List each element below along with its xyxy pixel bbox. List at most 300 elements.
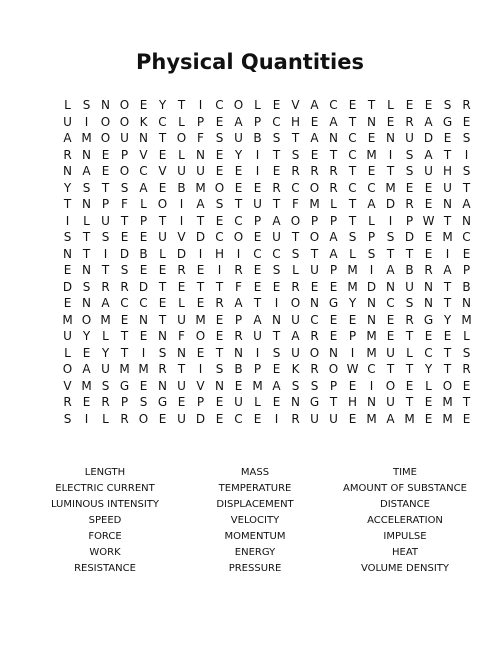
grid-letter[interactable]: R	[234, 263, 243, 277]
grid-letter[interactable]: E	[158, 180, 167, 195]
grid-letter[interactable]: A	[272, 213, 281, 228]
grid-letter[interactable]: N	[462, 296, 471, 310]
grid-letter[interactable]: S	[215, 362, 224, 376]
grid-letter[interactable]: T	[272, 197, 281, 211]
grid-letter[interactable]: T	[272, 329, 281, 343]
grid-letter[interactable]: E	[215, 213, 224, 228]
grid-letter[interactable]: A	[329, 114, 338, 129]
grid-letter[interactable]: Y	[82, 329, 91, 343]
grid-letter[interactable]: R	[177, 263, 186, 277]
grid-letter[interactable]: O	[233, 230, 244, 244]
grid-letter[interactable]: I	[274, 411, 279, 426]
grid-letter[interactable]: P	[253, 362, 262, 376]
grid-letter[interactable]: S	[310, 378, 319, 393]
grid-letter[interactable]: C	[348, 180, 357, 195]
grid-letter[interactable]: E	[424, 230, 433, 244]
grid-letter[interactable]: N	[329, 345, 338, 360]
grid-letter[interactable]: H	[290, 114, 301, 129]
grid-letter[interactable]: C	[462, 230, 471, 244]
grid-letter[interactable]: M	[81, 131, 92, 145]
grid-letter[interactable]: I	[255, 147, 260, 162]
grid-letter[interactable]: M	[404, 411, 415, 426]
grid-letter[interactable]: E	[177, 395, 186, 409]
grid-letter[interactable]: R	[291, 411, 300, 426]
grid-letter[interactable]: I	[198, 362, 203, 376]
grid-letter[interactable]: B	[462, 279, 471, 294]
grid-letter[interactable]: M	[442, 411, 453, 426]
grid-letter[interactable]: E	[215, 329, 224, 343]
grid-letter[interactable]: T	[234, 197, 243, 211]
grid-letter[interactable]: E	[424, 411, 433, 426]
grid-letter[interactable]: U	[177, 164, 186, 178]
grid-letter[interactable]: O	[119, 114, 130, 129]
grid-letter[interactable]: L	[463, 329, 470, 343]
grid-letter[interactable]: S	[291, 378, 300, 393]
grid-letter[interactable]: R	[329, 180, 338, 195]
grid-letter[interactable]: P	[253, 114, 262, 129]
grid-letter[interactable]: E	[196, 263, 205, 277]
grid-letter[interactable]: E	[139, 230, 148, 244]
grid-letter[interactable]: I	[388, 213, 393, 228]
grid-letter[interactable]: E	[158, 147, 167, 162]
grid-letter[interactable]: A	[101, 296, 110, 310]
grid-letter[interactable]: L	[64, 98, 71, 112]
grid-letter[interactable]: E	[63, 296, 72, 310]
grid-letter[interactable]: U	[310, 263, 319, 277]
grid-letter[interactable]: A	[443, 263, 452, 277]
grid-letter[interactable]: L	[349, 246, 356, 261]
grid-letter[interactable]: H	[442, 164, 453, 178]
grid-letter[interactable]: C	[386, 296, 395, 310]
grid-letter[interactable]: N	[462, 213, 471, 228]
grid-letter[interactable]: L	[159, 246, 166, 261]
grid-letter[interactable]: U	[177, 411, 186, 426]
grid-letter[interactable]: U	[443, 180, 452, 195]
grid-letter[interactable]: S	[82, 279, 91, 294]
grid-letter[interactable]: E	[158, 296, 167, 310]
grid-letter[interactable]: T	[120, 345, 129, 360]
grid-letter[interactable]: C	[234, 213, 243, 228]
grid-letter[interactable]: E	[310, 147, 319, 162]
grid-letter[interactable]: R	[120, 279, 129, 294]
grid-letter[interactable]: U	[291, 312, 300, 327]
grid-letter[interactable]: L	[64, 345, 71, 360]
grid-letter[interactable]: C	[139, 164, 148, 178]
grid-letter[interactable]: L	[102, 329, 109, 343]
grid-letter[interactable]: I	[179, 197, 184, 211]
grid-letter[interactable]: B	[139, 246, 148, 261]
grid-letter[interactable]: E	[253, 411, 262, 426]
grid-letter[interactable]: V	[63, 378, 72, 393]
grid-letter[interactable]: S	[348, 230, 357, 244]
grid-letter[interactable]: C	[215, 230, 224, 244]
grid-letter[interactable]: E	[139, 329, 148, 343]
grid-letter[interactable]: R	[272, 180, 281, 195]
grid-letter[interactable]: E	[101, 164, 110, 178]
grid-letter[interactable]: L	[254, 98, 261, 112]
grid-letter[interactable]: C	[234, 411, 243, 426]
grid-letter[interactable]: C	[348, 147, 357, 162]
grid-letter[interactable]: E	[424, 180, 433, 195]
grid-letter[interactable]: T	[291, 230, 300, 244]
grid-letter[interactable]: E	[253, 180, 262, 195]
grid-letter[interactable]: T	[158, 131, 167, 145]
grid-letter[interactable]: D	[423, 131, 434, 145]
grid-letter[interactable]: R	[291, 279, 300, 294]
grid-letter[interactable]: U	[424, 164, 433, 178]
grid-letter[interactable]: E	[139, 378, 148, 393]
grid-letter[interactable]: O	[385, 378, 396, 393]
grid-letter[interactable]: N	[158, 329, 167, 343]
grid-letter[interactable]: T	[63, 197, 72, 211]
grid-letter[interactable]: U	[253, 197, 262, 211]
grid-letter[interactable]: E	[443, 131, 452, 145]
grid-letter[interactable]: E	[253, 230, 262, 244]
grid-letter[interactable]: V	[139, 147, 148, 162]
grid-letter[interactable]: M	[347, 263, 358, 277]
grid-letter[interactable]: S	[272, 131, 281, 145]
grid-letter[interactable]: N	[329, 131, 338, 145]
grid-letter[interactable]: S	[272, 345, 281, 360]
grid-letter[interactable]: E	[272, 279, 281, 294]
grid-letter[interactable]: P	[405, 213, 414, 228]
grid-letter[interactable]: O	[119, 98, 130, 112]
grid-letter[interactable]: A	[272, 378, 281, 393]
grid-letter[interactable]: T	[291, 131, 300, 145]
grid-letter[interactable]: K	[291, 362, 300, 376]
grid-letter[interactable]: E	[253, 263, 262, 277]
grid-letter[interactable]: C	[291, 180, 300, 195]
grid-letter[interactable]: M	[347, 279, 358, 294]
grid-letter[interactable]: P	[367, 230, 376, 244]
grid-letter[interactable]: I	[198, 246, 203, 261]
grid-letter[interactable]: N	[63, 246, 72, 261]
grid-letter[interactable]: T	[177, 98, 186, 112]
grid-letter[interactable]: U	[177, 312, 186, 327]
grid-letter[interactable]: R	[215, 296, 224, 310]
grid-letter[interactable]: T	[462, 395, 471, 409]
grid-letter[interactable]: U	[386, 395, 395, 409]
grid-letter[interactable]: R	[405, 114, 414, 129]
grid-letter[interactable]: A	[367, 197, 376, 211]
grid-letter[interactable]: N	[386, 131, 395, 145]
grid-letter[interactable]: U	[101, 362, 110, 376]
grid-letter[interactable]: T	[443, 345, 452, 360]
grid-letter[interactable]: N	[272, 312, 281, 327]
grid-letter[interactable]: E	[272, 98, 281, 112]
grid-letter[interactable]: N	[291, 395, 300, 409]
grid-letter[interactable]: A	[329, 230, 338, 244]
grid-letter[interactable]: W	[346, 362, 359, 376]
grid-letter[interactable]: C	[158, 114, 167, 129]
grid-letter[interactable]: E	[139, 98, 148, 112]
grid-letter[interactable]: S	[462, 131, 471, 145]
grid-letter[interactable]: E	[234, 378, 243, 393]
grid-letter[interactable]: O	[290, 296, 301, 310]
grid-letter[interactable]: I	[84, 114, 89, 129]
grid-letter[interactable]: L	[406, 345, 413, 360]
grid-letter[interactable]: T	[253, 296, 262, 310]
grid-letter[interactable]: E	[329, 329, 338, 343]
grid-letter[interactable]: E	[101, 147, 110, 162]
grid-letter[interactable]: E	[272, 395, 281, 409]
grid-letter[interactable]: E	[215, 411, 224, 426]
grid-letter[interactable]: N	[63, 164, 72, 178]
grid-letter[interactable]: E	[139, 263, 148, 277]
grid-letter[interactable]: T	[405, 329, 414, 343]
grid-letter[interactable]: O	[290, 213, 301, 228]
grid-letter[interactable]: O	[157, 197, 168, 211]
grid-letter[interactable]: I	[255, 345, 260, 360]
grid-letter[interactable]: C	[424, 345, 433, 360]
grid-letter[interactable]: O	[100, 114, 111, 129]
grid-letter[interactable]: O	[138, 411, 149, 426]
grid-letter[interactable]: N	[234, 345, 243, 360]
grid-letter[interactable]: L	[140, 197, 147, 211]
grid-letter[interactable]: T	[82, 246, 91, 261]
grid-letter[interactable]: T	[443, 213, 452, 228]
grid-letter[interactable]: E	[405, 98, 414, 112]
grid-letter[interactable]: U	[272, 230, 281, 244]
grid-letter[interactable]: E	[462, 411, 471, 426]
grid-letter[interactable]: A	[386, 263, 395, 277]
grid-letter[interactable]: C	[253, 246, 262, 261]
grid-letter[interactable]: Y	[348, 296, 357, 310]
grid-letter[interactable]: E	[63, 263, 72, 277]
grid-letter[interactable]: R	[120, 411, 129, 426]
grid-letter[interactable]: O	[309, 230, 320, 244]
grid-letter[interactable]: L	[178, 114, 185, 129]
grid-letter[interactable]: T	[405, 362, 414, 376]
grid-letter[interactable]: G	[328, 296, 339, 310]
grid-letter[interactable]: E	[367, 164, 376, 178]
grid-letter[interactable]: T	[177, 362, 186, 376]
grid-letter[interactable]: I	[369, 378, 374, 393]
grid-letter[interactable]: N	[82, 296, 91, 310]
grid-letter[interactable]: M	[119, 362, 130, 376]
grid-letter[interactable]: U	[291, 345, 300, 360]
grid-letter[interactable]: E	[405, 180, 414, 195]
grid-letter[interactable]: A	[329, 246, 338, 261]
grid-letter[interactable]: M	[461, 312, 472, 327]
grid-letter[interactable]: R	[462, 362, 471, 376]
grid-letter[interactable]: E	[82, 395, 91, 409]
grid-letter[interactable]: R	[424, 263, 433, 277]
grid-letter[interactable]: E	[348, 378, 357, 393]
grid-letter[interactable]: P	[329, 378, 338, 393]
grid-letter[interactable]: T	[386, 246, 395, 261]
grid-letter[interactable]: N	[158, 378, 167, 393]
grid-letter[interactable]: N	[101, 98, 110, 112]
grid-letter[interactable]: H	[347, 395, 358, 409]
grid-letter[interactable]: S	[443, 98, 452, 112]
grid-letter[interactable]: D	[195, 411, 206, 426]
grid-letter[interactable]: D	[119, 246, 130, 261]
grid-letter[interactable]: E	[462, 246, 471, 261]
grid-letter[interactable]: N	[367, 296, 376, 310]
grid-letter[interactable]: G	[309, 395, 320, 409]
grid-letter[interactable]: E	[158, 411, 167, 426]
grid-letter[interactable]: T	[348, 114, 357, 129]
grid-letter[interactable]: S	[291, 147, 300, 162]
grid-letter[interactable]: S	[120, 263, 129, 277]
grid-letter[interactable]: I	[255, 164, 260, 178]
grid-letter[interactable]: F	[121, 197, 128, 211]
grid-letter[interactable]: U	[405, 131, 414, 145]
grid-letter[interactable]: T	[329, 147, 338, 162]
grid-letter[interactable]: A	[310, 98, 319, 112]
grid-letter[interactable]: E	[424, 246, 433, 261]
grid-letter[interactable]: E	[462, 378, 471, 393]
grid-letter[interactable]: T	[196, 279, 205, 294]
grid-letter[interactable]: T	[443, 279, 452, 294]
grid-letter[interactable]: S	[405, 147, 414, 162]
grid-letter[interactable]: R	[405, 197, 414, 211]
grid-letter[interactable]: T	[386, 362, 395, 376]
grid-letter[interactable]: T	[348, 164, 357, 178]
grid-letter[interactable]: S	[63, 411, 72, 426]
grid-letter[interactable]: D	[404, 230, 415, 244]
grid-letter[interactable]: O	[309, 345, 320, 360]
grid-letter[interactable]: R	[101, 395, 110, 409]
grid-letter[interactable]: E	[386, 312, 395, 327]
grid-letter[interactable]: N	[82, 147, 91, 162]
grid-letter[interactable]: E	[348, 411, 357, 426]
grid-letter[interactable]: A	[253, 312, 262, 327]
grid-letter[interactable]: C	[120, 296, 129, 310]
grid-letter[interactable]: T	[158, 213, 167, 228]
grid-letter[interactable]: Y	[158, 98, 167, 112]
grid-letter[interactable]: P	[253, 213, 262, 228]
grid-letter[interactable]: K	[139, 114, 148, 129]
grid-letter[interactable]: T	[405, 395, 414, 409]
grid-letter[interactable]: P	[329, 263, 338, 277]
grid-letter[interactable]: B	[405, 263, 414, 277]
grid-letter[interactable]: A	[196, 197, 205, 211]
grid-letter[interactable]: E	[329, 312, 338, 327]
grid-letter[interactable]: B	[234, 362, 243, 376]
grid-letter[interactable]: N	[82, 197, 91, 211]
grid-letter[interactable]: I	[445, 246, 450, 261]
grid-letter[interactable]: S	[291, 246, 300, 261]
grid-letter[interactable]: L	[178, 296, 185, 310]
grid-letter[interactable]: E	[177, 279, 186, 294]
grid-letter[interactable]: U	[101, 213, 110, 228]
grid-letter[interactable]: V	[158, 164, 167, 178]
grid-letter[interactable]: A	[234, 114, 243, 129]
grid-letter[interactable]: M	[309, 197, 320, 211]
grid-letter[interactable]: R	[63, 147, 72, 162]
grid-letter[interactable]: R	[462, 98, 471, 112]
grid-letter[interactable]: M	[100, 312, 111, 327]
grid-letter[interactable]: C	[367, 362, 376, 376]
grid-letter[interactable]: B	[177, 180, 186, 195]
grid-letter[interactable]: M	[366, 411, 377, 426]
grid-letter[interactable]: N	[310, 296, 319, 310]
grid-letter[interactable]: E	[424, 197, 433, 211]
grid-letter[interactable]: D	[195, 230, 206, 244]
grid-letter[interactable]: N	[443, 197, 452, 211]
grid-letter[interactable]: R	[310, 164, 319, 178]
grid-letter[interactable]: A	[82, 362, 91, 376]
grid-letter[interactable]: A	[139, 180, 148, 195]
grid-letter[interactable]: E	[424, 98, 433, 112]
grid-letter[interactable]: T	[310, 246, 319, 261]
grid-letter[interactable]: M	[442, 230, 453, 244]
grid-letter[interactable]: P	[196, 114, 205, 129]
grid-letter[interactable]: U	[386, 345, 395, 360]
grid-letter[interactable]: E	[310, 279, 319, 294]
grid-letter[interactable]: P	[234, 312, 243, 327]
grid-letter[interactable]: L	[368, 213, 375, 228]
grid-letter[interactable]: T	[158, 312, 167, 327]
grid-letter[interactable]: Y	[63, 180, 72, 195]
grid-letter[interactable]: T	[348, 197, 357, 211]
grid-letter[interactable]: P	[462, 263, 471, 277]
grid-letter[interactable]: T	[443, 296, 452, 310]
grid-letter[interactable]: O	[328, 362, 339, 376]
grid-letter[interactable]: E	[386, 114, 395, 129]
grid-letter[interactable]: L	[83, 213, 90, 228]
grid-letter[interactable]: M	[366, 147, 377, 162]
grid-letter[interactable]: A	[82, 164, 91, 178]
grid-letter[interactable]: E	[386, 329, 395, 343]
grid-letter[interactable]: D	[385, 197, 396, 211]
grid-letter[interactable]: N	[367, 312, 376, 327]
grid-letter[interactable]: P	[120, 147, 129, 162]
grid-letter[interactable]: R	[310, 329, 319, 343]
grid-letter[interactable]: S	[82, 180, 91, 195]
grid-letter[interactable]: D	[176, 246, 187, 261]
grid-letter[interactable]: N	[367, 395, 376, 409]
grid-letter[interactable]: E	[158, 263, 167, 277]
grid-letter[interactable]: R	[329, 164, 338, 178]
grid-letter[interactable]: E	[120, 230, 129, 244]
grid-letter[interactable]: A	[63, 131, 72, 145]
grid-letter[interactable]: C	[310, 312, 319, 327]
grid-letter[interactable]: T	[101, 263, 110, 277]
grid-letter[interactable]: A	[462, 197, 471, 211]
grid-letter[interactable]: Y	[101, 345, 110, 360]
grid-letter[interactable]: I	[236, 246, 241, 261]
grid-letter[interactable]: T	[329, 395, 338, 409]
grid-letter[interactable]: I	[103, 246, 108, 261]
grid-letter[interactable]: N	[367, 114, 376, 129]
grid-letter[interactable]: V	[177, 230, 186, 244]
grid-letter[interactable]: D	[366, 279, 377, 294]
grid-letter[interactable]: S	[386, 230, 395, 244]
grid-letter[interactable]: M	[195, 180, 206, 195]
grid-letter[interactable]: L	[178, 147, 185, 162]
grid-letter[interactable]: C	[272, 246, 281, 261]
grid-letter[interactable]: N	[82, 263, 91, 277]
grid-letter[interactable]: T	[443, 147, 452, 162]
grid-letter[interactable]: T	[215, 345, 224, 360]
grid-letter[interactable]: F	[197, 131, 204, 145]
grid-letter[interactable]: H	[214, 246, 225, 261]
grid-letter[interactable]: Y	[234, 147, 243, 162]
grid-letter[interactable]: T	[196, 213, 205, 228]
grid-letter[interactable]: I	[369, 263, 374, 277]
grid-letter[interactable]: U	[234, 131, 243, 145]
grid-letter[interactable]: M	[81, 378, 92, 393]
grid-letter[interactable]: A	[424, 114, 433, 129]
grid-letter[interactable]: P	[139, 213, 148, 228]
grid-letter[interactable]: N	[177, 345, 186, 360]
grid-letter[interactable]: G	[423, 312, 434, 327]
grid-letter[interactable]: E	[348, 312, 357, 327]
grid-letter[interactable]: A	[386, 411, 395, 426]
